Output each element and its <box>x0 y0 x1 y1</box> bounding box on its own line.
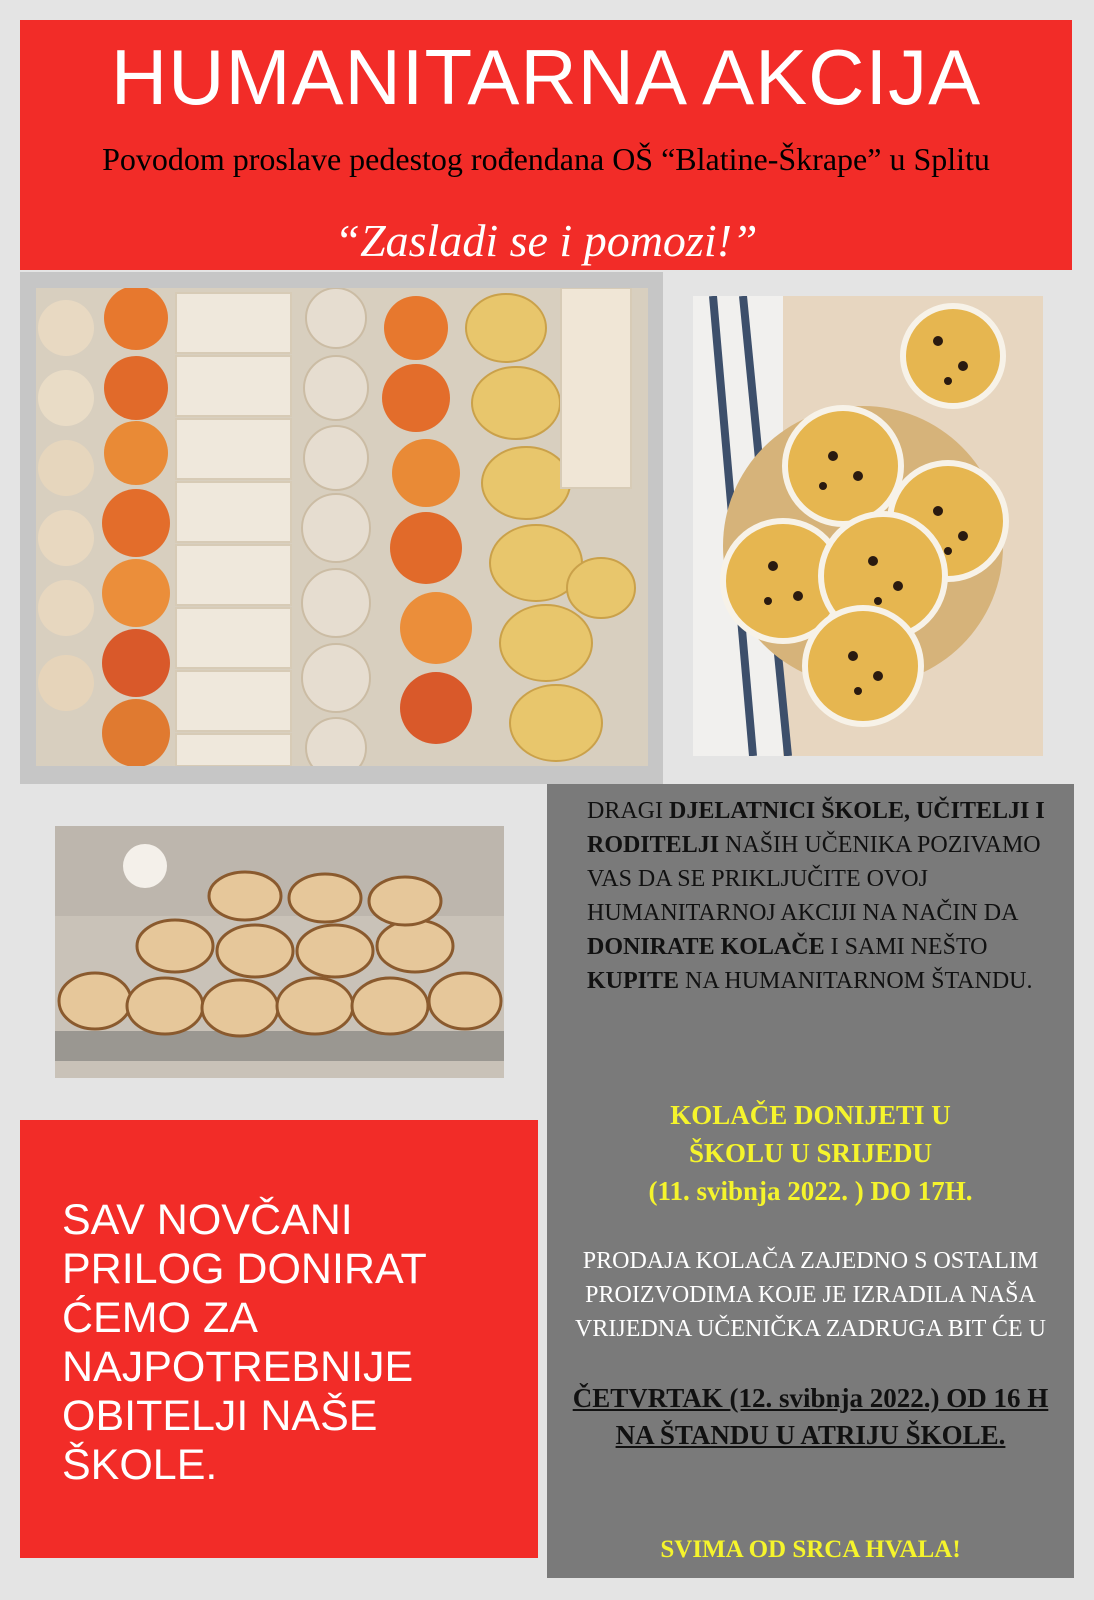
intro-text-3: I SAMI NEŠTO <box>824 934 988 960</box>
rolls-photo <box>55 826 504 1078</box>
deadline-line-1: KOLAČE DONIJETI U <box>670 1100 951 1130</box>
muffins-illustration <box>693 296 1043 756</box>
donation-panel <box>20 1120 538 1558</box>
intro-bold-3: KUPITE <box>587 968 680 994</box>
sale-notice: PRODAJA KOLAČA ZAJEDNO S OSTALIM PROIZVODIMA KOJE JE IZRADILA NAŠA VRIJEDNA UČENIČKA ZADRUGA BIT ĆE U <box>575 1248 1046 1342</box>
intro-text-4: NA HUMANITARNOM ŠTANDU. <box>679 968 1033 994</box>
deadline-notice <box>567 1096 1054 1210</box>
info-panel <box>547 784 1074 1578</box>
rolls-illustration <box>55 826 504 1078</box>
intro-bold-1: DJELATNICI ŠKOLE, UČITELJI I RODITELJI <box>587 798 1045 858</box>
invitation-text <box>587 794 1047 998</box>
deadline-line-3: (11. svibnja 2022. ) DO 17H. <box>648 1176 973 1206</box>
cookie-tray-photo <box>36 288 648 766</box>
thanks-text: SVIMA OD SRCA HVALA! <box>660 1536 961 1563</box>
intro-bold-2: DONIRATE KOLAČE <box>587 934 825 960</box>
header-banner <box>20 20 1072 270</box>
sale-date-location: ČETVRTAK (12. svibnja 2022.) OD 16 H NA ŠTANDU U ATRIJU ŠKOLE. <box>572 1383 1049 1450</box>
donation-text: SAV NOVČANI PRILOG DONIRAT ĆEMO ZA NAJPOTREBNIJE OBITELJI NAŠE ŠKOLE. <box>62 1196 426 1489</box>
deadline-line-2: ŠKOLU U SRIJEDU <box>688 1138 933 1168</box>
muffins-photo <box>693 296 1043 756</box>
cookie-tray-illustration <box>36 288 648 766</box>
intro-text-2: NAŠIH UČENIKA POZIVAMO VAS DA SE PRIKLJUČITE OVOJ HUMANITARNOJ AKCIJI NA NAČIN DA <box>587 832 1041 926</box>
intro-text-1: DRAGI <box>587 798 669 824</box>
page-subtitle: Povodom proslave pedestog rođendana OŠ “Blatine-Škrape” u Splitu <box>102 141 990 177</box>
slogan: “Zasladi se i pomozi!” <box>334 215 758 266</box>
page-title: HUMANITARNA AKCIJA <box>110 33 982 121</box>
